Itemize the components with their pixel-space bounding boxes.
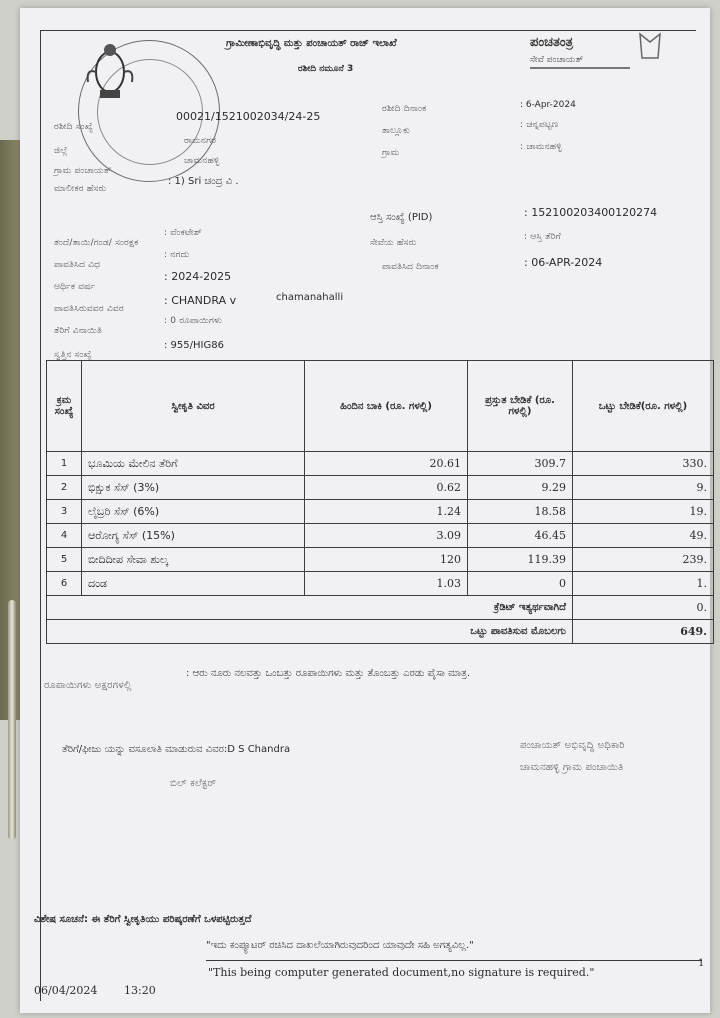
table-row xyxy=(47,476,714,500)
row-total: 19. xyxy=(573,500,714,524)
exemption-label: ತೆರಿಗೆ ವಿನಾಯಿತಿ xyxy=(54,326,102,336)
total-label: ಒಟ್ಟು ಪಾವತಿಸುವ ಮೊಬಲಗು xyxy=(47,620,573,644)
page-number: 1 xyxy=(698,958,705,969)
row-sn: 5 xyxy=(47,548,82,572)
exemption-value: : 0 ರೂಪಾಯಿಗಳು xyxy=(164,316,223,326)
row-sn: 2 xyxy=(47,476,82,500)
table-row xyxy=(47,572,714,596)
paid-date-value: : 06-APR-2024 xyxy=(524,256,603,269)
row-desc: ದಂಡ xyxy=(82,572,305,596)
table-header-row xyxy=(47,361,714,452)
owner-value: : 1) Sri ಚಂದ್ರ ವಿ . xyxy=(168,176,239,187)
amount-words-value: : ಆರು ನೂರು ನಲವತ್ತು ಒಂಬತ್ತು ರೂಪಾಯಿಗಳು ಮತ್ತು ತೊಂಬತ್ತು ಎರಡು ಪೈಸಾ ಮಾತ್ರ. xyxy=(186,668,471,679)
total-row xyxy=(47,620,714,644)
taluk-value: : ಚನ್ನಪಟ್ಟಣ xyxy=(520,120,559,130)
col-curr-header: ಪ್ರಸ್ತುತ ಬೇಡಿಕೆ (ರೂ. ಗಳಲ್ಲಿ) xyxy=(468,361,573,452)
row-total: 330. xyxy=(573,452,714,476)
computer-note-kn: "ಇದು ಕಂಪ್ಯೂಟರ್ ರಚಿಸಿದ ದಾಖಲೆಯಾಗಿರುವುದರಿಂದ ಯಾವುದೇ ಸಹಿ ಅಗತ್ಯವಿಲ್ಲ." xyxy=(206,940,474,951)
svg-text:ಸೇವೆ ಪಂಚಾಯತ್: ಸೇವೆ ಪಂಚಾಯತ್ xyxy=(530,55,584,65)
payer-label: ಪಾವತಿಸಿರುವವರ ವಿವರ xyxy=(54,304,124,314)
row-sn: 4 xyxy=(47,524,82,548)
binder-rod xyxy=(8,600,16,840)
row-desc: ಲೈಬ್ರರಿ ಸೆಸ್ (6%) xyxy=(82,500,305,524)
row-sn: 6 xyxy=(47,572,82,596)
department-title: ಗ್ರಾಮೀಣಾಭಿವೃದ್ಧಿ ಮತ್ತು ಪಂಚಾಯತ್ ರಾಜ್ ಇಲಾಖೆ xyxy=(226,38,397,49)
credit-row xyxy=(47,596,714,620)
gp-label: ಗ್ರಾಮ ಪಂಚಾಯತ್ xyxy=(54,166,112,176)
form-subtitle: ರಶೀದಿ ನಮೂನೆ 3 xyxy=(298,64,354,74)
payer-value: : CHANDRA v xyxy=(164,294,237,307)
print-time: 13:20 xyxy=(124,984,156,997)
credit-value: 0. xyxy=(573,596,714,620)
credit-label: ಕ್ರೆಡಿಟ್ ಇತ್ಯರ್ಥವಾಗಿದೆ xyxy=(47,596,573,620)
print-date: 06/04/2024 xyxy=(34,984,98,997)
row-curr: 119.39 xyxy=(468,548,573,572)
state-emblem-icon xyxy=(82,38,138,102)
collector-title: ಬಿಲ್ ಕಲೆಕ್ಟರ್ xyxy=(170,778,217,789)
row-desc: ಆರೋಗ್ಯ ಸೆಸ್ (15%) xyxy=(82,524,305,548)
col-total-header: ಒಟ್ಟು ಬೇಡಿಕೆ(ರೂ. ಗಳಲ್ಲಿ) xyxy=(573,361,714,452)
property-no-value: : 955/HIG86 xyxy=(164,340,224,351)
paid-date-label: ಪಾವತಿಸಿದ ದಿನಾಂಕ xyxy=(382,262,439,272)
service-value: : ಆಸ್ತಿ ತೆರಿಗೆ xyxy=(524,232,561,242)
fy-label: ಆರ್ಥಿಕ ವರ್ಷ xyxy=(54,282,96,292)
row-total: 1. xyxy=(573,572,714,596)
village-value: : ಚಾಮನಹಳ್ಳಿ xyxy=(520,142,562,152)
row-prev: 120 xyxy=(305,548,468,572)
payment-mode-value: : ನಗದು xyxy=(164,250,190,260)
district-label: ಜಿಲ್ಲೆ xyxy=(54,146,68,156)
footer-divider xyxy=(206,960,702,961)
svg-text:ಪಂಚತಂತ್ರ: ಪಂಚತಂತ್ರ xyxy=(530,35,574,50)
receipt-date-value: : 6-Apr-2024 xyxy=(520,100,576,110)
owner-label: ಮಾಲೀಕರ ಹೆಸರು xyxy=(54,184,107,194)
table-row xyxy=(47,548,714,572)
special-note: ವಿಶೇಷ ಸೂಚನೆ: ಈ ತೆರಿಗೆ ಸ್ವೀಕೃತಿಯು ಪರಿಷ್ಕರಣೆಗೆ ಒಳಪಟ್ಟಿರುತ್ತದೆ xyxy=(34,914,252,925)
officer-place: ಚಾಮನಹಳ್ಳಿ ಗ್ರಾಮ ಪಂಚಾಯಿತಿ xyxy=(520,762,624,773)
row-desc: ಭಿಕ್ಷುಕ ಸೆಸ್ (3%) xyxy=(82,476,305,500)
amount-words-label: ರೂಪಾಯಿಗಳು ಅಕ್ಷರಗಳಲ್ಲಿ xyxy=(44,680,132,691)
district-value: ರಾಮನಗರ xyxy=(184,136,217,146)
guardian-label: ತಂದೆ/ತಾಯಿ/ಗಂಡ/ ಸಂರಕ್ಷಕ xyxy=(54,238,139,248)
table-row xyxy=(47,524,714,548)
col-sn-header: ಕ್ರಮ ಸಂಖ್ಯೆ xyxy=(47,361,82,452)
fee-table xyxy=(46,360,714,644)
row-prev: 1.03 xyxy=(305,572,468,596)
table-row xyxy=(47,452,714,476)
row-total: 49. xyxy=(573,524,714,548)
fy-value: : 2024-2025 xyxy=(164,270,232,283)
row-curr: 18.58 xyxy=(468,500,573,524)
row-total: 9. xyxy=(573,476,714,500)
row-prev: 20.61 xyxy=(305,452,468,476)
row-curr: 0 xyxy=(468,572,573,596)
col-desc-header: ಸ್ವೀಕೃತಿ ವಿವರ xyxy=(82,361,305,452)
row-desc: ಭೂಮಿಯ ಮೇಲಿನ ತೆರಿಗೆ xyxy=(82,452,305,476)
gp-value: ಚಾಮನಹಳ್ಳಿ xyxy=(184,156,220,166)
village-label: ಗ್ರಾಮ xyxy=(382,148,400,158)
payment-mode-label: ಪಾವತಿಸಿದ ವಿಧ xyxy=(54,260,101,270)
total-value: 649. xyxy=(573,620,714,644)
officer-title: ಪಂಚಾಯತ್ ಅಭಿವೃದ್ಧಿ ಅಧಿಕಾರಿ xyxy=(520,740,625,751)
receipt-date-label: ರಶೀದಿ ದಿನಾಂಕ xyxy=(382,104,427,114)
row-curr: 9.29 xyxy=(468,476,573,500)
payer-place: chamanahalli xyxy=(276,292,344,303)
col-prev-header: ಹಿಂದಿನ ಬಾಕಿ (ರೂ. ಗಳಲ್ಲಿ) xyxy=(305,361,468,452)
service-label: ಸೇವೆಯ ಹೆಸರು xyxy=(370,238,417,248)
row-curr: 309.7 xyxy=(468,452,573,476)
taluk-label: ತಾಲ್ಲೂಕು xyxy=(382,126,411,136)
computer-note-en: "This being computer generated document,no signature is required." xyxy=(208,966,595,979)
table-row xyxy=(47,500,714,524)
receipt-no-value: 00021/1521002034/24-25 xyxy=(176,110,321,123)
row-total: 239. xyxy=(573,548,714,572)
row-prev: 1.24 xyxy=(305,500,468,524)
row-prev: 0.62 xyxy=(305,476,468,500)
pid-value: : 152100203400120274 xyxy=(524,206,658,219)
row-curr: 46.45 xyxy=(468,524,573,548)
row-desc: ಬೀದಿದೀಪ ಸೇವಾ ಶುಲ್ಕ xyxy=(82,548,305,572)
row-prev: 3.09 xyxy=(305,524,468,548)
receipt-no-label: ರಶೀದಿ ಸಂಖ್ಯೆ xyxy=(54,122,94,132)
guardian-value: : ವೆಂಕಟೇಶ್ xyxy=(164,228,202,238)
collector-line: ತೆರಿಗೆ/ಫೀಜು ಯನ್ನು ವಸೂಲಾತಿ ಮಾಡುರುವ ವಿವರ:D S Chandra xyxy=(62,744,291,755)
property-no-label: ಸ್ವತ್ತಿನ ಸಂಖ್ಯೆ xyxy=(54,350,92,360)
pid-label: ಆಸ್ತಿ ಸಂಖ್ಯೆ (PID) xyxy=(370,212,433,223)
panchatantra-logo-icon xyxy=(520,28,685,76)
row-sn: 3 xyxy=(47,500,82,524)
row-sn: 1 xyxy=(47,452,82,476)
